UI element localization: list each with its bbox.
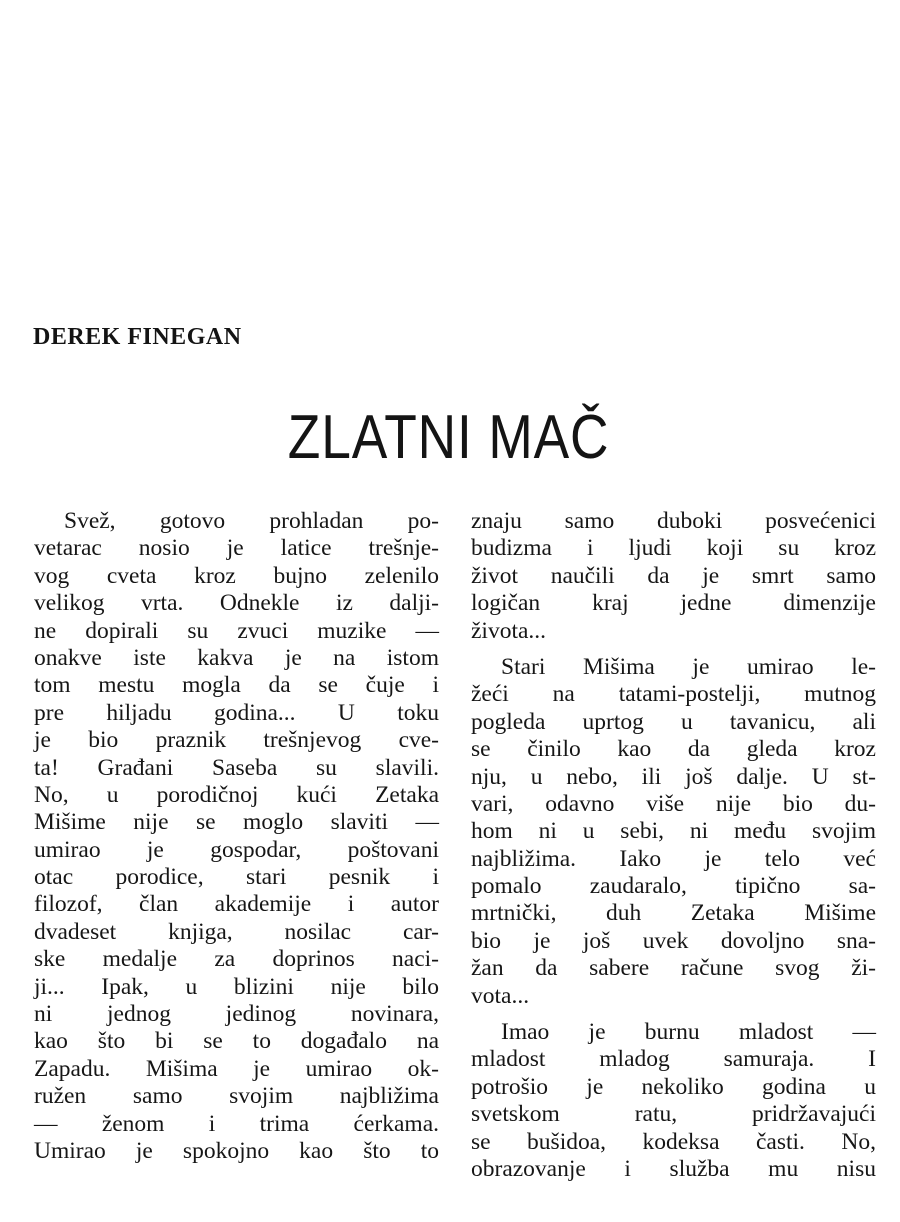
text-line: dvadeset knjiga, nosilac car- [34,918,439,945]
text-line: kao što bi se to događalo na [34,1028,439,1055]
text-line: mladost mladog samuraja. I [471,1046,876,1073]
text-line: filozof, član akademije i autor [34,891,439,918]
text-line: ružen samo svojim najbližima [34,1083,439,1110]
author-name: DEREK FINEGAN [33,324,242,350]
text-line: tom mestu mogla da se čuje i [34,672,439,699]
text-line: — ženom i trima ćerkama. [34,1110,439,1137]
text-line: Mišime nije se moglo slaviti — [34,809,439,836]
text-line: Imao je burnu mladost — [501,1019,876,1046]
text-line: ske medalje za doprinos naci- [34,946,439,973]
text-line: ni jednog jedinog novinara, [34,1001,439,1028]
text-line: života... [471,617,547,644]
text-line: budizma i ljudi koji su kroz [471,535,876,562]
text-line: pomalo zaudaralo, tipično sa- [471,873,876,900]
text-line: vetarac nosio je latice trešnje- [34,535,439,562]
text-line: potrošio je nekoliko godina u [471,1073,876,1100]
text-line: hom ni u sebi, ni među svojim [471,818,876,845]
text-column-right [471,508,876,1183]
text-line: žeći na tatami-postelji, mutnog [471,681,876,708]
text-line: Umirao je spokojno kao što to [34,1137,439,1164]
text-line: vota... [471,982,530,1009]
text-line: pogleda uprtog u tavanicu, ali [471,708,876,735]
text-line: život naučili da je smrt samo [471,562,876,589]
text-line: otac porodice, stari pesnik i [34,864,439,891]
text-line: se činilo kao da gleda kroz [471,736,876,763]
text-line: ne dopirali su zvuci muzike — [34,617,439,644]
text-line: ta! Građani Saseba su slavili. [34,754,439,781]
text-line: je bio praznik trešnjevog cve- [34,727,439,754]
text-line: mrtnički, duh Zetaka Mišime [471,900,876,927]
paragraph [471,1019,876,1183]
text-line: onakve iste kakva je na istom [34,644,439,671]
text-column-left [34,508,439,1165]
text-line: pre hiljadu godina... U toku [34,699,439,726]
text-line: vari, odavno više nije bio du- [471,790,876,817]
paragraph [471,508,876,645]
text-line: velikog vrta. Odnekle iz dalji- [34,590,439,617]
paragraph [471,654,876,1010]
text-line: obrazovanje i služba mu nisu [471,1155,876,1182]
text-line: Svež, gotovo prohladan po- [64,508,439,534]
text-line: Stari Mišima je umirao le- [501,653,876,680]
text-line: se bušidoa, kodeksa časti. No, [471,1128,876,1155]
text-line: umirao je gospodar, poštovani [34,836,439,863]
text-line: ji... Ipak, u blizini nije bilo [34,973,439,1000]
text-line: znaju samo duboki posvećenici [471,508,876,534]
text-line: svetskom ratu, pridržavajući [471,1101,876,1128]
text-line: najbližima. Iako je telo već [471,845,876,872]
text-line: žan da sabere račune svog ži- [471,955,876,982]
story-title: ZLATNI MAČ [287,403,610,472]
text-line: bio je još uvek dovoljno sna- [471,927,876,954]
text-line: Zapadu. Mišima je umirao ok- [34,1055,439,1082]
text-line: vog cveta kroz bujno zelenilo [34,562,439,589]
text-line: nju, u nebo, ili još dalje. U st- [471,763,876,790]
text-line: No, u porodičnoj kući Zetaka [34,781,439,808]
text-line: logičan kraj jedne dimenzije [471,590,876,617]
